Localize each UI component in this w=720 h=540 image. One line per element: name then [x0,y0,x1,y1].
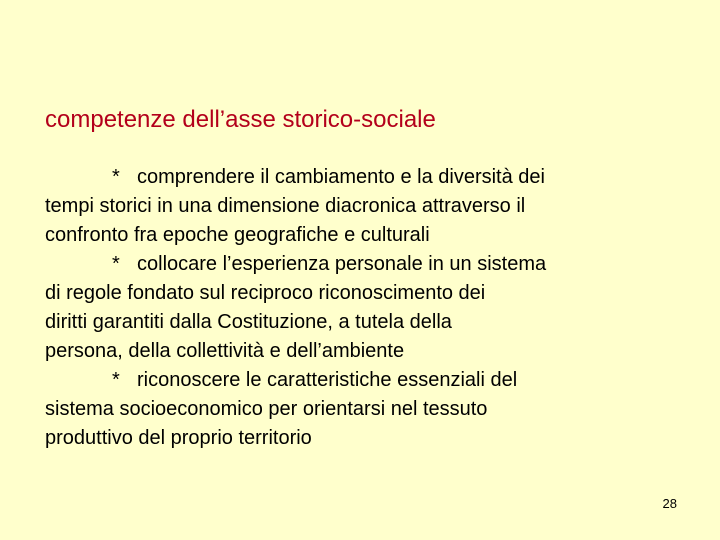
slide-title: competenze dell’asse storico-sociale [45,106,436,133]
bullet-item-2-line-1 [45,250,685,279]
bullet-item-1-line-1 [45,163,685,192]
page-number: 28 [662,496,677,511]
bullet-item-3-line-1 [45,366,685,395]
text-line: diritti garantiti dalla Costituzione, a tutela della [45,311,452,333]
text-line: sistema socioeconomico per orientarsi nel tessuto [45,398,488,420]
text-line: persona, della collettività e dell’ambiente [45,340,405,362]
text-line: riconoscere le caratteristiche essenziali del [137,369,518,391]
bullet-marker: * [112,369,120,391]
bullet-marker: * [112,166,120,188]
text-line: comprendere il cambiamento e la diversità dei [137,166,545,188]
text-line: di regole fondato sul reciproco riconoscimento dei [45,282,486,304]
bullet-marker: * [112,253,120,275]
text-line: tempi storici in una dimensione diacronica attraverso il [45,195,526,217]
text-line: confronto fra epoche geografiche e culturali [45,224,430,246]
text-line: collocare l’esperienza personale in un sistema [137,253,547,275]
slide-body [45,163,685,453]
text-line: produttivo del proprio territorio [45,427,312,449]
